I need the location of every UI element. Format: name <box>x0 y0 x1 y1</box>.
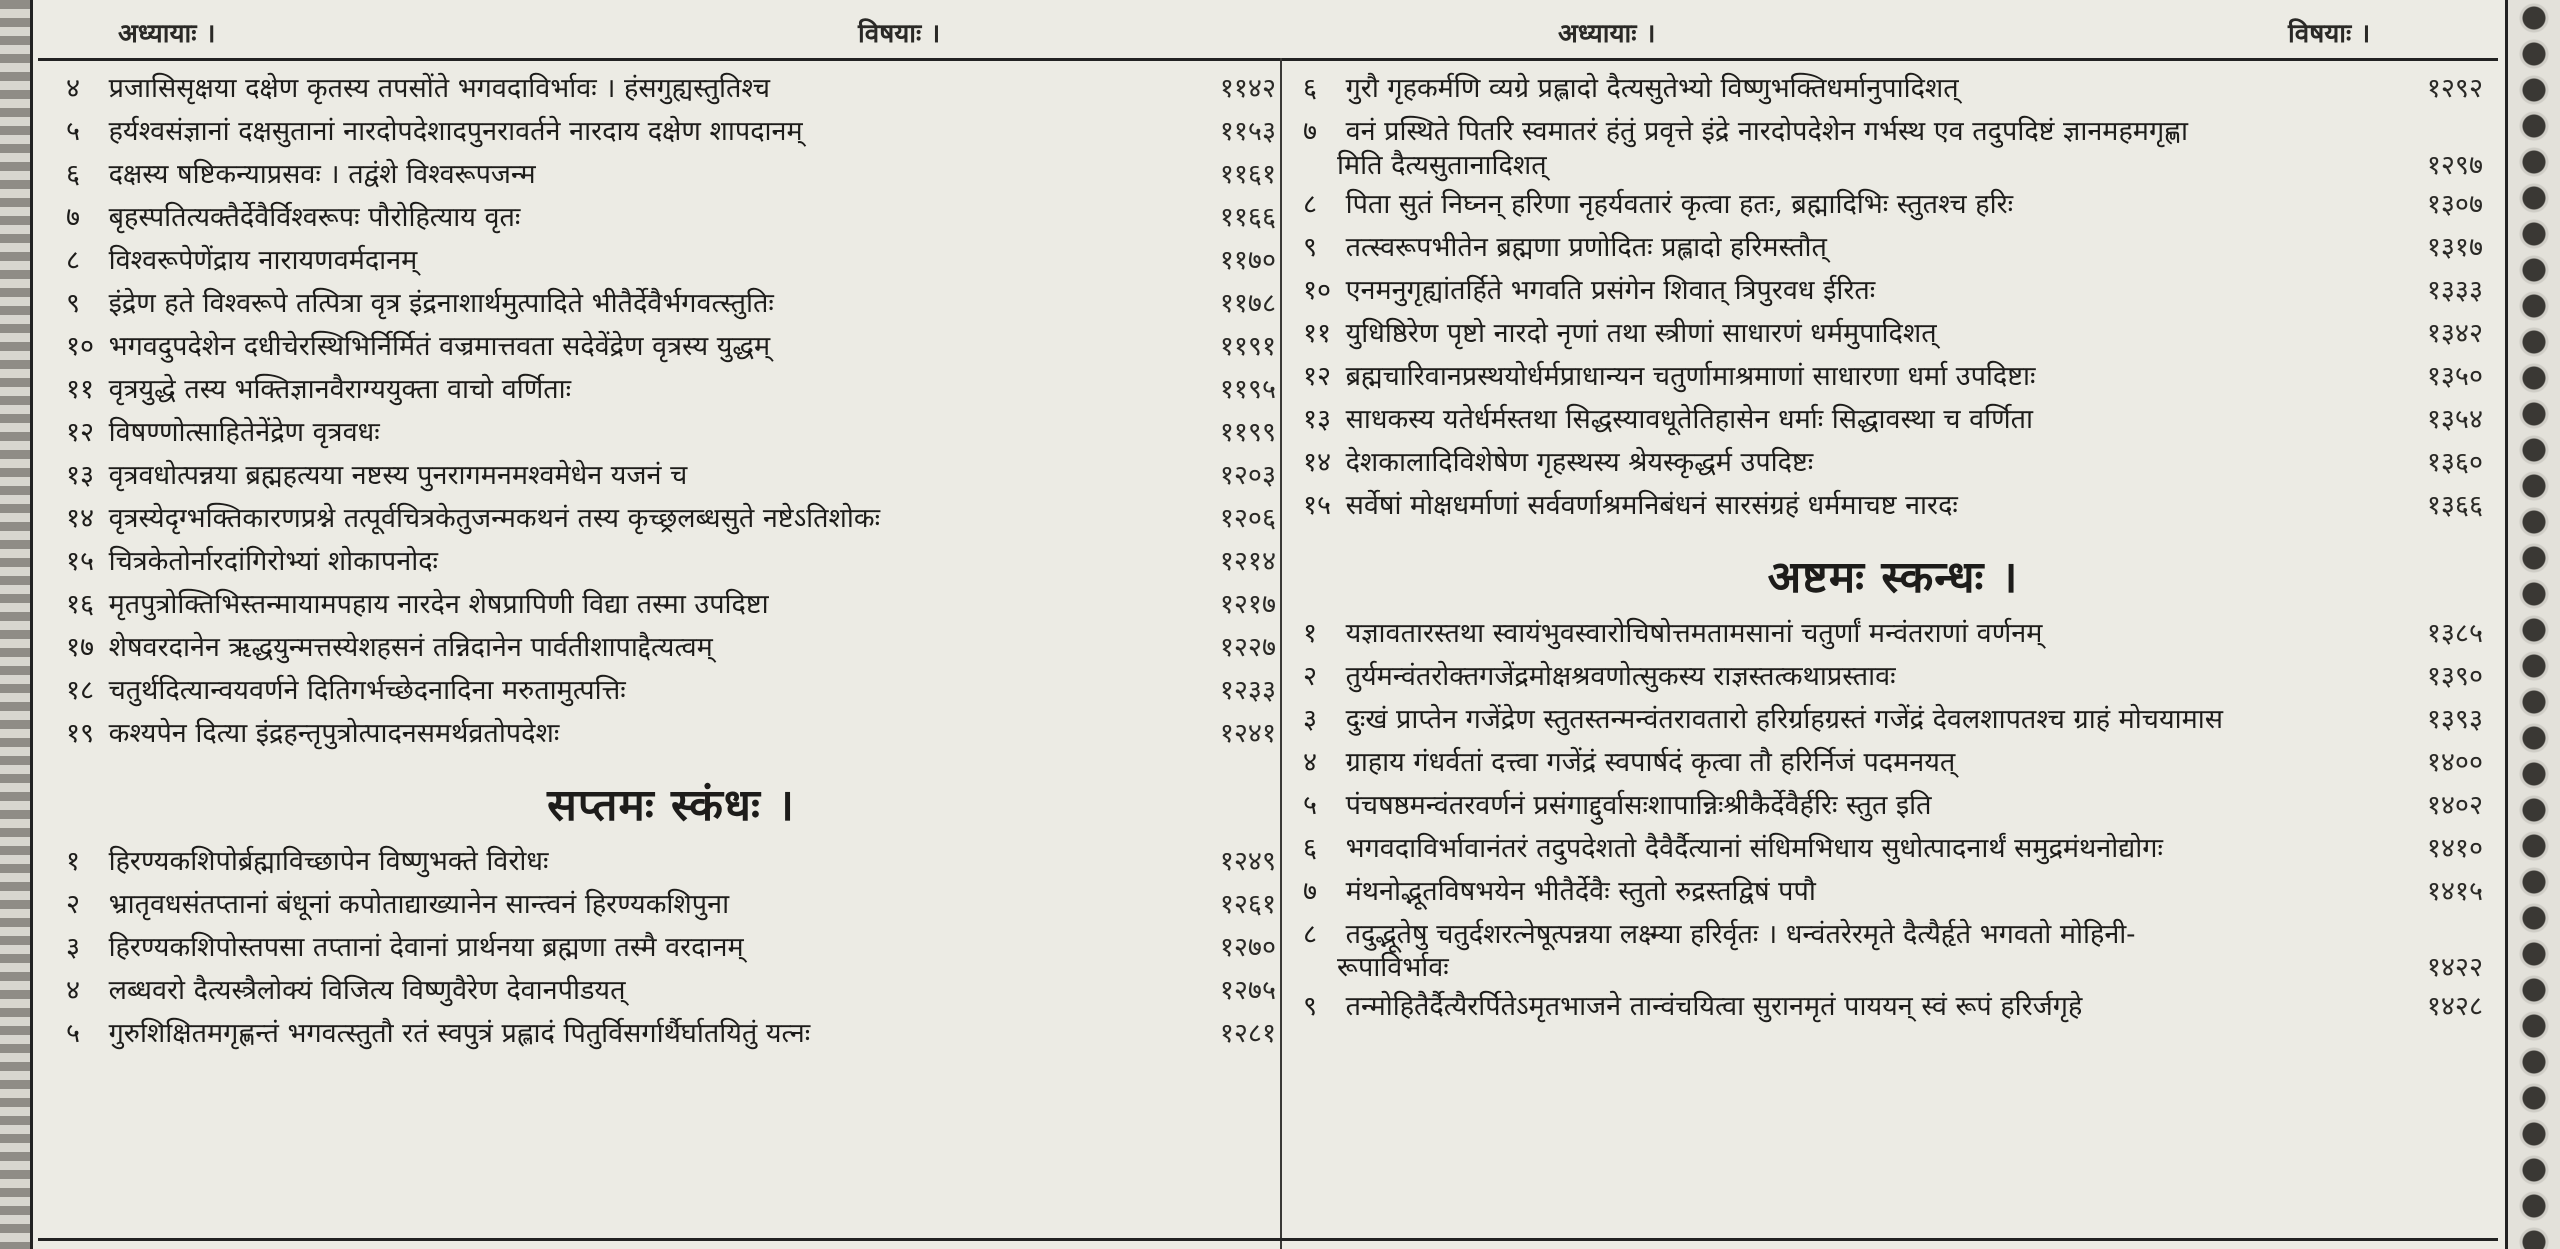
chapter-text: मंथनोद्भूतविषभयेन भीतैर्देवैः स्तुतो रुद्रस्तद्विषं पपौ <box>1345 875 1816 907</box>
chapter-subject <box>66 201 1196 235</box>
chapter-subject <box>66 588 1196 622</box>
chapter-subject <box>1303 188 2403 222</box>
table-row <box>66 631 1276 669</box>
chapter-subject <box>66 373 1196 407</box>
table-row <box>66 502 1276 540</box>
left-column <box>66 72 1276 1060</box>
table-row <box>1303 317 2483 355</box>
chapter-subject <box>66 674 1196 708</box>
page-number: १२६१ <box>1219 889 1276 920</box>
chapter-text: तत्स्वरूपभीतेन ब्रह्मणा प्रणोदितः प्रह्लादो हरिमस्तौत् <box>1345 231 1827 263</box>
chapter-text: ग्राहाय गंधर्वतां दत्त्वा गजेंद्रं स्वपार्षदं कृत्वा तौ हरिर्निजं पदमनयत् <box>1345 746 1956 778</box>
page-number: १४१५ <box>2426 875 2483 907</box>
chapter-subject <box>1303 231 2403 265</box>
table-row <box>1303 746 2483 784</box>
table-row <box>1303 446 2483 484</box>
table-row <box>1303 789 2483 827</box>
page-number: १२७५ <box>1219 975 1276 1006</box>
table-row <box>1303 188 2483 226</box>
page-number: १२१७ <box>1219 589 1276 620</box>
page-number: १२९७ <box>2426 149 2483 181</box>
skandha-heading: सप्तमः स्कंधः । <box>547 780 795 831</box>
page-number: १३३३ <box>2426 274 2483 306</box>
chapter-text: दक्षस्य षष्टिकन्याप्रसवः । तद्वंशे विश्वरूपजन्म <box>108 159 536 190</box>
chapter-text: चित्रकेतोर्नारदांगिरोभ्यां शोकापनोदः <box>108 546 438 577</box>
column-divider <box>1280 58 1282 1249</box>
table-row <box>66 588 1276 626</box>
page-number: १३१७ <box>2426 231 2483 263</box>
table-row <box>66 287 1276 325</box>
page-number: १३६६ <box>2426 489 2483 521</box>
table-row <box>66 201 1276 239</box>
page-number: १३०७ <box>2426 188 2483 220</box>
chapter-text: ब्रह्मचारिवानप्रस्थयोर्धर्मप्राधान्यन चतुर्णामाश्रमाणां साधारणा धर्मा उपदिष्टाः <box>1345 360 2036 392</box>
chapter-text: सर्वेषां मोक्षधर्माणां सर्ववर्णाश्रमनिबंधनं सारसंग्रहं धर्ममाचष्ट नारदः <box>1345 489 1958 521</box>
page-number: ११७८ <box>1219 288 1276 319</box>
chapter-subject <box>66 717 1196 751</box>
page-number: १२९२ <box>2426 73 2483 104</box>
skandha-heading: अष्टमः स्कन्धः । <box>1767 551 2019 603</box>
chapter-subject <box>66 72 1196 106</box>
table-row <box>1303 231 2483 269</box>
chapter-text: भगवदुपदेशेन दधीचेरस्थिभिर्निर्मितं वज्रमात्तवता सदेवेंद्रेण वृत्रस्य युद्धम् <box>108 331 771 362</box>
chapter-number: ९ <box>1303 991 1318 1022</box>
chapter-number: १४ <box>66 503 95 534</box>
page-number: १२७० <box>1219 932 1276 963</box>
chapter-number: ८ <box>66 245 81 276</box>
chapter-subject <box>1303 703 2403 737</box>
chapter-subject <box>1303 403 2403 437</box>
page-number: १४०२ <box>2426 789 2483 821</box>
chapter-number: १४ <box>1303 446 1332 478</box>
chapter-subject <box>1303 746 2403 780</box>
chapter-subject <box>1303 72 2403 106</box>
chapter-text: हिरण्यकशिपोर्ब्रह्माविच्छापेन विष्णुभक्ते विरोधः <box>108 846 549 877</box>
chapter-number: १५ <box>1303 489 1332 521</box>
chapter-text: गुरौ गृहकर्मणि व्यग्रे प्रह्लादो दैत्यसुतेभ्यो विष्णुभक्तिधर्मानुपादिशत् <box>1345 73 1959 104</box>
chapter-number: ३ <box>1303 703 1318 735</box>
chapter-number: ५ <box>66 116 81 147</box>
right-decorative-border <box>2505 0 2560 1249</box>
chapter-subject <box>66 1017 1196 1051</box>
chapter-text: तुर्यमन्वंतरोक्तगजेंद्रमोक्षश्रवणोत्सुकस्य राज्ञस्तत्कथाप्रस्तावः <box>1345 660 1896 692</box>
chapter-text: साधकस्य यतेर्धर्मस्तथा सिद्धस्यावधूतेतिहासेन धर्माः सिद्धावस्था च वर्णिता <box>1345 403 2033 435</box>
chapter-subject <box>66 545 1196 579</box>
chapter-text: शेषवरदानेन ऋद्धयुन्मत्तस्येशहसनं तन्निदानेन पार्वतीशापाद्दैत्यत्वम् <box>108 632 713 663</box>
chapter-number: ३ <box>66 932 81 963</box>
right-column <box>1303 72 2483 1033</box>
chapter-subject <box>66 502 1196 536</box>
table-row <box>66 72 1276 110</box>
chapter-number: ४ <box>1303 746 1318 778</box>
chapter-text: इंद्रेण हते विश्वरूपे तत्पित्रा वृत्र इंद्रनाशार्थमुत्पादिते भीतैर्देवैर्भगवत्स्तुतिः <box>108 288 774 319</box>
chapter-text: विषण्णोत्साहितेनेंद्रेण वृत्रवधः <box>108 417 380 448</box>
chapter-number: १३ <box>66 460 95 491</box>
table-row <box>66 1017 1276 1055</box>
chapter-number: १८ <box>66 675 95 706</box>
page-number: १४२८ <box>2426 991 2483 1022</box>
chapter-text: देशकालादिविशेषेण गृहस्थस्य श्रेयस्कृद्धर्म उपदिष्टः <box>1345 446 1814 478</box>
index-page <box>38 0 2498 1249</box>
chapter-number: २ <box>66 889 81 920</box>
table-row <box>1303 990 2483 1028</box>
chapter-number: १७ <box>66 632 95 663</box>
page-number: १२४९ <box>1219 846 1276 877</box>
table-row <box>1303 72 2483 110</box>
chapter-subject <box>1303 317 2403 351</box>
table-row <box>1303 360 2483 398</box>
page-number: १२१४ <box>1219 546 1276 577</box>
chapter-number: ९ <box>66 288 81 319</box>
page-number: ११६१ <box>1219 159 1276 190</box>
chapter-subject <box>66 287 1196 321</box>
chapter-text: मृतपुत्रोक्तिभिस्तन्मायामपहाय नारदेन शेषप्रापिणी विद्या तस्मा उपदिष्टा <box>108 589 769 620</box>
chapter-number: ७ <box>66 202 81 233</box>
chapter-subject <box>1303 360 2403 394</box>
chapter-number: १६ <box>66 589 95 620</box>
chapter-text: पंचषष्ठमन्वंतरवर्णनं प्रसंगाद्दुर्वासःशापान्निःश्रीकैर्देवैर्हरिः स्तुत इति <box>1345 789 1932 821</box>
page-number: १३५४ <box>2426 403 2483 435</box>
chapter-text: वनं प्रस्थिते पितरि स्वमातरं हंतुं प्रवृत्ते इंद्रे नारदोपदेशेन गर्भस्थ एव तदुपदिष्टं ज्ञानमहमगृह्णा <box>1345 116 2188 147</box>
page-number: ११७० <box>1219 245 1276 276</box>
page-number: ११४२ <box>1219 73 1276 104</box>
chapter-subject <box>66 330 1196 364</box>
chapter-subject <box>66 158 1196 192</box>
left-vishaya-header: विषयाः । <box>858 19 941 49</box>
chapter-number: ४ <box>66 975 81 1006</box>
table-row <box>1303 115 2483 183</box>
page-number: १३८५ <box>2426 617 2483 649</box>
page-number: १२३३ <box>1219 675 1276 706</box>
chapter-number: १० <box>1303 274 1332 306</box>
chapter-text: यज्ञावतारस्तथा स्वायंभुवस्वारोचिषोत्तमतामसानां चतुर्णां मन्वंतराणां वर्णनम् <box>1345 617 2043 649</box>
chapter-text: युधिष्ठिरेण पृष्टो नारदो नृणां तथा स्त्रीणां साधारणं धर्ममुपादिशत् <box>1345 317 1937 349</box>
chapter-number: ७ <box>1303 875 1318 907</box>
page-number: १४१० <box>2426 832 2483 864</box>
page-number: ११६६ <box>1219 202 1276 233</box>
chapter-text: कश्यपेन दित्या इंद्रहन्तृपुत्रोत्पादनसमर्थव्रतोपदेशः <box>108 718 560 749</box>
page-number: १२०३ <box>1219 460 1276 491</box>
page-number: १३९३ <box>2426 703 2483 735</box>
chapter-text: हर्यश्वसंज्ञानां दक्षसुतानां नारदोपदेशादपुनरावर्तने नारदाय दक्षेण शापदानम् <box>108 116 803 147</box>
page-number: १२८१ <box>1219 1018 1276 1049</box>
page-number: १२४१ <box>1219 718 1276 749</box>
chapter-number: १ <box>1303 617 1318 649</box>
page-number: १३९० <box>2426 660 2483 692</box>
table-row <box>66 674 1276 712</box>
chapter-subject <box>1303 274 2403 308</box>
table-row <box>66 974 1276 1012</box>
chapter-number: ४ <box>66 73 81 104</box>
table-row <box>66 545 1276 583</box>
chapter-text: चतुर्थदित्यान्वयवर्णने दितिगर्भच्छेदनादिना मरुतामुत्पत्तिः <box>108 675 626 706</box>
page-number: ११९५ <box>1219 374 1276 405</box>
table-header <box>38 0 2498 61</box>
table-row <box>66 373 1276 411</box>
page-number: १४०० <box>2426 746 2483 778</box>
chapter-text: दुःखं प्राप्तेन गजेंद्रेण स्तुतस्तन्मन्वंतरावतारो हरिर्ग्राहग्रस्तं गजेंद्रं देवलशापतश्च ग्राहं मोचयामास <box>1345 703 2223 735</box>
left-adhyaya-header: अध्यायाः । <box>118 19 216 49</box>
page-number: १३६० <box>2426 446 2483 478</box>
bottom-rule <box>38 1238 2498 1241</box>
chapter-number: ५ <box>1303 789 1318 821</box>
chapter-number: १२ <box>66 417 95 448</box>
chapter-number: १३ <box>1303 403 1332 435</box>
table-row <box>1303 832 2483 870</box>
table-row <box>66 888 1276 926</box>
table-row <box>1303 617 2483 655</box>
chapter-subject <box>1303 832 2403 866</box>
table-row <box>1303 403 2483 441</box>
chapter-number: १५ <box>66 546 95 577</box>
chapter-text: भ्रातृवधसंतप्तानां बंधूनां कपोताद्याख्यानेन सान्त्वनं हिरण्यकशिपुना <box>108 889 730 920</box>
chapter-text: वृत्रस्येदृग्भक्तिकारणप्रश्ने तत्पूर्वचित्रकेतुजन्मकथनं तस्य कृच्छ्रलब्धसुते नष्टेऽतिशोकः <box>108 503 881 534</box>
chapter-subject <box>66 244 1196 278</box>
chapter-text: पिता सुतं निघ्नन् हरिणा नृहर्यवतारं कृत्वा हतः, ब्रह्मादिभिः स्तुतश्च हरिः <box>1345 188 2014 220</box>
page-number: १३५० <box>2426 360 2483 392</box>
chapter-subject <box>1303 875 2403 909</box>
chapter-text-continuation: रूपाविर्भावः <box>1337 952 1449 984</box>
chapter-text-continuation: मिति दैत्यसुतानादिशत् <box>1337 149 1547 181</box>
page-number: १३४२ <box>2426 317 2483 349</box>
table-row <box>66 158 1276 196</box>
chapter-subject <box>66 115 1196 149</box>
chapter-text: विश्वरूपेणेंद्राय नारायणवर्मदानम् <box>108 245 418 276</box>
table-row <box>1303 660 2483 698</box>
chapter-text: प्रजासिसृक्षया दक्षेण कृतस्य तपसोंते भगवदाविर्भावः । हंसगुह्यस्तुतिश्च <box>108 73 770 104</box>
chapter-number: १२ <box>1303 360 1332 392</box>
page-number: ११५३ <box>1219 116 1276 147</box>
page-number: १२२७ <box>1219 632 1276 663</box>
table-row <box>66 717 1276 755</box>
chapter-number: २ <box>1303 660 1318 692</box>
table-row <box>1303 489 2483 527</box>
chapter-number: ५ <box>66 1018 81 1049</box>
chapter-text: तदुद्भूतेषु चतुर्दशरत्नेषूत्पन्नया लक्ष्म्या हरिर्वृतः । धन्वंतरेरमृते दैत्यैर्हृते भगवतो मोहिनी- <box>1345 918 2136 950</box>
chapter-subject <box>1303 489 2403 523</box>
page-number: ११९९ <box>1219 417 1276 448</box>
chapter-text: वृत्रवधोत्पन्नया ब्रह्महत्यया नष्टस्य पुनरागमनमश्वमेधेन यजनं च <box>108 460 688 491</box>
right-adhyaya-header: अध्यायाः । <box>1558 19 1656 49</box>
chapter-text: एनमनुगृह्यांतर्हिते भगवति प्रसंगेन शिवात् त्रिपुरवध ईरितः <box>1345 274 1876 306</box>
chapter-number: १ <box>66 846 81 877</box>
chapter-subject <box>66 845 1196 879</box>
chapter-subject <box>1303 446 2403 480</box>
chapter-number: ६ <box>66 159 81 190</box>
chapter-number: १९ <box>66 718 95 749</box>
table-row <box>66 115 1276 153</box>
chapter-subject <box>1303 617 2403 651</box>
chapter-subject <box>66 459 1196 493</box>
table-row <box>1303 918 2483 986</box>
chapter-subject <box>66 416 1196 450</box>
table-row <box>1303 875 2483 913</box>
chapter-number: ६ <box>1303 832 1318 864</box>
chapter-subject <box>1303 918 2403 986</box>
chapter-number: ११ <box>1303 317 1332 349</box>
chapter-text: बृहस्पतित्यक्तैर्देवैर्विश्वरूपः पौरोहित्याय वृतः <box>108 202 521 233</box>
left-decorative-border <box>0 0 33 1249</box>
chapter-text: हिरण्यकशिपोस्तपसा तप्तानां देवानां प्रार्थनया ब्रह्मणा तस्मै वरदानम् <box>108 932 744 963</box>
table-row <box>1303 703 2483 741</box>
table-row <box>66 845 1276 883</box>
chapter-number: ९ <box>1303 231 1318 263</box>
chapter-subject <box>66 931 1196 965</box>
table-row <box>1303 274 2483 312</box>
chapter-text: भगवदाविर्भावानंतरं तदुपदेशतो दैवैर्दैत्यानां संधिमभिधाय सुधोत्पादनार्थं समुद्रमंथनोद्योगः <box>1345 832 2163 864</box>
chapter-subject <box>1303 660 2403 694</box>
chapter-number: १० <box>66 331 95 362</box>
table-row <box>66 330 1276 368</box>
chapter-text: लब्धवरो दैत्यस्त्रैलोक्यं विजित्य विष्णुवैरेण देवानपीडयत् <box>108 975 626 1006</box>
page-number: ११९१ <box>1219 331 1276 362</box>
chapter-subject <box>66 888 1196 922</box>
table-row <box>66 459 1276 497</box>
table-row <box>66 244 1276 282</box>
chapter-number: ८ <box>1303 918 1318 950</box>
table-row <box>66 416 1276 454</box>
right-vishaya-header: विषयाः । <box>2288 19 2371 49</box>
chapter-subject <box>1303 789 2403 823</box>
chapter-text: वृत्रयुद्धे तस्य भक्तिज्ञानवैराग्ययुक्ता वाचो वर्णिताः <box>108 374 572 405</box>
chapter-subject <box>66 974 1196 1008</box>
chapter-subject <box>66 631 1196 665</box>
table-row <box>66 931 1276 969</box>
chapter-text: गुरुशिक्षितमगृह्णन्तं भगवत्स्तुतौ रतं स्वपुत्रं प्रह्लादं पितुर्विसर्गार्थैर्घातयितुं यत्नः <box>108 1018 811 1049</box>
chapter-subject <box>1303 115 2403 183</box>
page-number: १२०६ <box>1219 503 1276 534</box>
chapter-number: ८ <box>1303 188 1318 220</box>
chapter-number: ११ <box>66 374 95 405</box>
chapter-number: ७ <box>1303 116 1318 147</box>
chapter-subject <box>1303 990 2403 1024</box>
chapter-text: तन्मोहितैर्दैत्यैरर्पितेऽमृतभाजने तान्वंचयित्वा सुरानमृतं पाययन् स्वं रूपं हरिर्जगृहे <box>1345 991 2083 1022</box>
chapter-number: ६ <box>1303 73 1318 104</box>
page-number: १४२२ <box>2426 952 2483 984</box>
floral-border-pattern <box>2516 0 2552 1249</box>
